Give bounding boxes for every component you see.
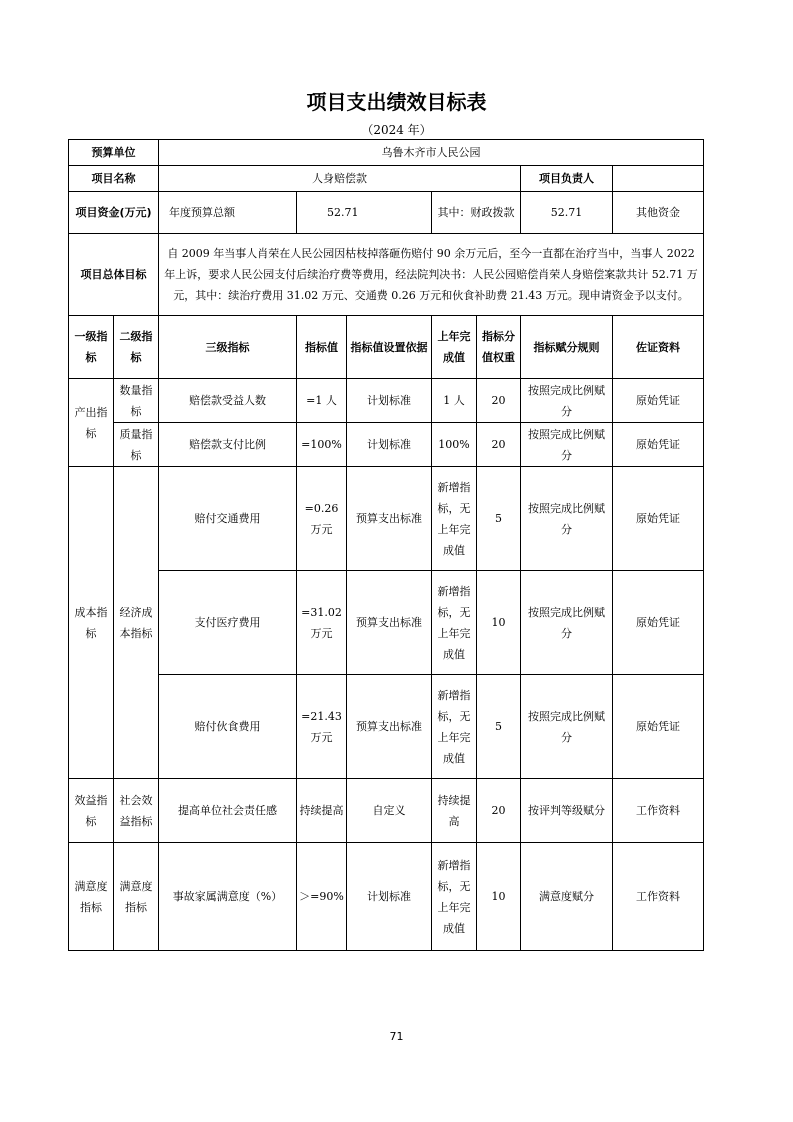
goal-label: 项目总体目标 — [69, 234, 159, 316]
basis-cell: 计划标准 — [347, 423, 432, 467]
project-lead-value — [613, 166, 704, 192]
other-label: 其他资金 — [613, 192, 704, 234]
annual-total-label: 年度预算总额 — [159, 192, 297, 234]
level1-cost: 成本指标 — [69, 467, 114, 779]
weight-cell: 20 — [477, 779, 521, 843]
table-row — [69, 571, 704, 675]
project-name-row — [69, 166, 704, 192]
value-cell: =0.26 万元 — [297, 467, 347, 571]
funds-row — [69, 192, 704, 234]
evidence-cell: 原始凭证 — [613, 675, 704, 779]
budget-unit-value: 乌鲁木齐市人民公园 — [159, 140, 704, 166]
evidence-cell: 工作资料 — [613, 779, 704, 843]
basis-cell: 预算支出标准 — [347, 675, 432, 779]
level2-cell: 数量指标 — [114, 379, 159, 423]
value-cell: 持续提高 — [297, 779, 347, 843]
table-row — [69, 423, 704, 467]
value-cell: =31.02 万元 — [297, 571, 347, 675]
col-evidence: 佐证资料 — [613, 316, 704, 379]
last-year-cell: 新增指标，无上年完成值 — [432, 467, 477, 571]
col-basis: 指标值设置依据 — [347, 316, 432, 379]
performance-table — [68, 139, 704, 951]
col-level1: 一级指标 — [69, 316, 114, 379]
annual-total-value: 52.71 — [297, 192, 432, 234]
value-cell: =100% — [297, 423, 347, 467]
last-year-cell: 新增指标，无上年完成值 — [432, 675, 477, 779]
level3-cell: 赔付交通费用 — [159, 467, 297, 571]
project-lead-label: 项目负责人 — [521, 166, 613, 192]
table-row — [69, 467, 704, 571]
value-cell: =21.43 万元 — [297, 675, 347, 779]
rule-cell: 按照完成比例赋分 — [521, 423, 613, 467]
rule-cell: 按评判等级赋分 — [521, 779, 613, 843]
last-year-cell: 新增指标，无上年完成值 — [432, 843, 477, 951]
evidence-cell: 原始凭证 — [613, 379, 704, 423]
budget-unit-label: 预算单位 — [69, 140, 159, 166]
table-row — [69, 843, 704, 951]
evidence-cell: 原始凭证 — [613, 467, 704, 571]
table-row — [69, 379, 704, 423]
value-cell: =1 人 — [297, 379, 347, 423]
level2-cell: 满意度指标 — [114, 843, 159, 951]
goal-row — [69, 234, 704, 316]
value-cell: ＞=90% — [297, 843, 347, 951]
rule-cell: 按照完成比例赋分 — [521, 571, 613, 675]
col-level3: 三级指标 — [159, 316, 297, 379]
level3-cell: 赔偿款受益人数 — [159, 379, 297, 423]
col-last-year: 上年完成值 — [432, 316, 477, 379]
last-year-cell: 1 人 — [432, 379, 477, 423]
project-name-value: 人身赔偿款 — [159, 166, 521, 192]
basis-cell: 计划标准 — [347, 843, 432, 951]
basis-cell: 计划标准 — [347, 379, 432, 423]
rule-cell: 按照完成比例赋分 — [521, 675, 613, 779]
level2-cell: 质量指标 — [114, 423, 159, 467]
level3-cell: 提高单位社会责任感 — [159, 779, 297, 843]
rule-cell: 满意度赋分 — [521, 843, 613, 951]
level3-cell: 事故家属满意度（%） — [159, 843, 297, 951]
table-row — [69, 675, 704, 779]
evidence-cell: 原始凭证 — [613, 571, 704, 675]
level1-satisfaction: 满意度指标 — [69, 843, 114, 951]
level3-cell: 赔付伙食费用 — [159, 675, 297, 779]
col-rule: 指标赋分规则 — [521, 316, 613, 379]
budget-unit-row — [69, 140, 704, 166]
last-year-cell: 新增指标，无上年完成值 — [432, 571, 477, 675]
weight-cell: 10 — [477, 571, 521, 675]
evidence-cell: 原始凭证 — [613, 423, 704, 467]
year-label: （2024 年） — [361, 123, 432, 137]
table-row — [69, 779, 704, 843]
col-weight: 指标分值权重 — [477, 316, 521, 379]
funds-label: 项目资金(万元) — [69, 192, 159, 234]
page-title: 项目支出绩效目标表 — [306, 90, 487, 114]
page-number: 71 — [389, 1030, 404, 1043]
weight-cell: 5 — [477, 675, 521, 779]
level2-cell: 社会效益指标 — [114, 779, 159, 843]
level3-cell: 赔偿款支付比例 — [159, 423, 297, 467]
basis-cell: 预算支出标准 — [347, 571, 432, 675]
rule-cell: 按照完成比例赋分 — [521, 379, 613, 423]
level1-output: 产出指标 — [69, 379, 114, 467]
basis-cell: 自定义 — [347, 779, 432, 843]
level1-benefit: 效益指标 — [69, 779, 114, 843]
evidence-cell: 工作资料 — [613, 843, 704, 951]
last-year-cell: 持续提高 — [432, 779, 477, 843]
level3-cell: 支付医疗费用 — [159, 571, 297, 675]
col-value: 指标值 — [297, 316, 347, 379]
fiscal-label: 其中：财政拨款 — [432, 192, 521, 234]
goal-text: 自 2009 年当事人肖荣在人民公园因枯枝掉落砸伤赔付 90 余万元后，至今一直都在治疗当中，当事人 2022 年上诉，要求人民公园支付后续治疗费等费用，经法院判决书：人民公园赔偿肖荣人身赔偿案款共计 52.71 万元，其中：续治疗费用 31.02 万元、交通费 0.26 万元和伙食补助费 21.43 万元。现申请资金予以支付。 — [159, 234, 704, 316]
rule-cell: 按照完成比例赋分 — [521, 467, 613, 571]
weight-cell: 5 — [477, 467, 521, 571]
basis-cell: 预算支出标准 — [347, 467, 432, 571]
fiscal-value: 52.71 — [521, 192, 613, 234]
weight-cell: 20 — [477, 379, 521, 423]
last-year-cell: 100% — [432, 423, 477, 467]
weight-cell: 10 — [477, 843, 521, 951]
weight-cell: 20 — [477, 423, 521, 467]
column-header-row — [69, 316, 704, 379]
project-name-label: 项目名称 — [69, 166, 159, 192]
level2-cost: 经济成本指标 — [114, 467, 159, 779]
col-level2: 二级指标 — [114, 316, 159, 379]
